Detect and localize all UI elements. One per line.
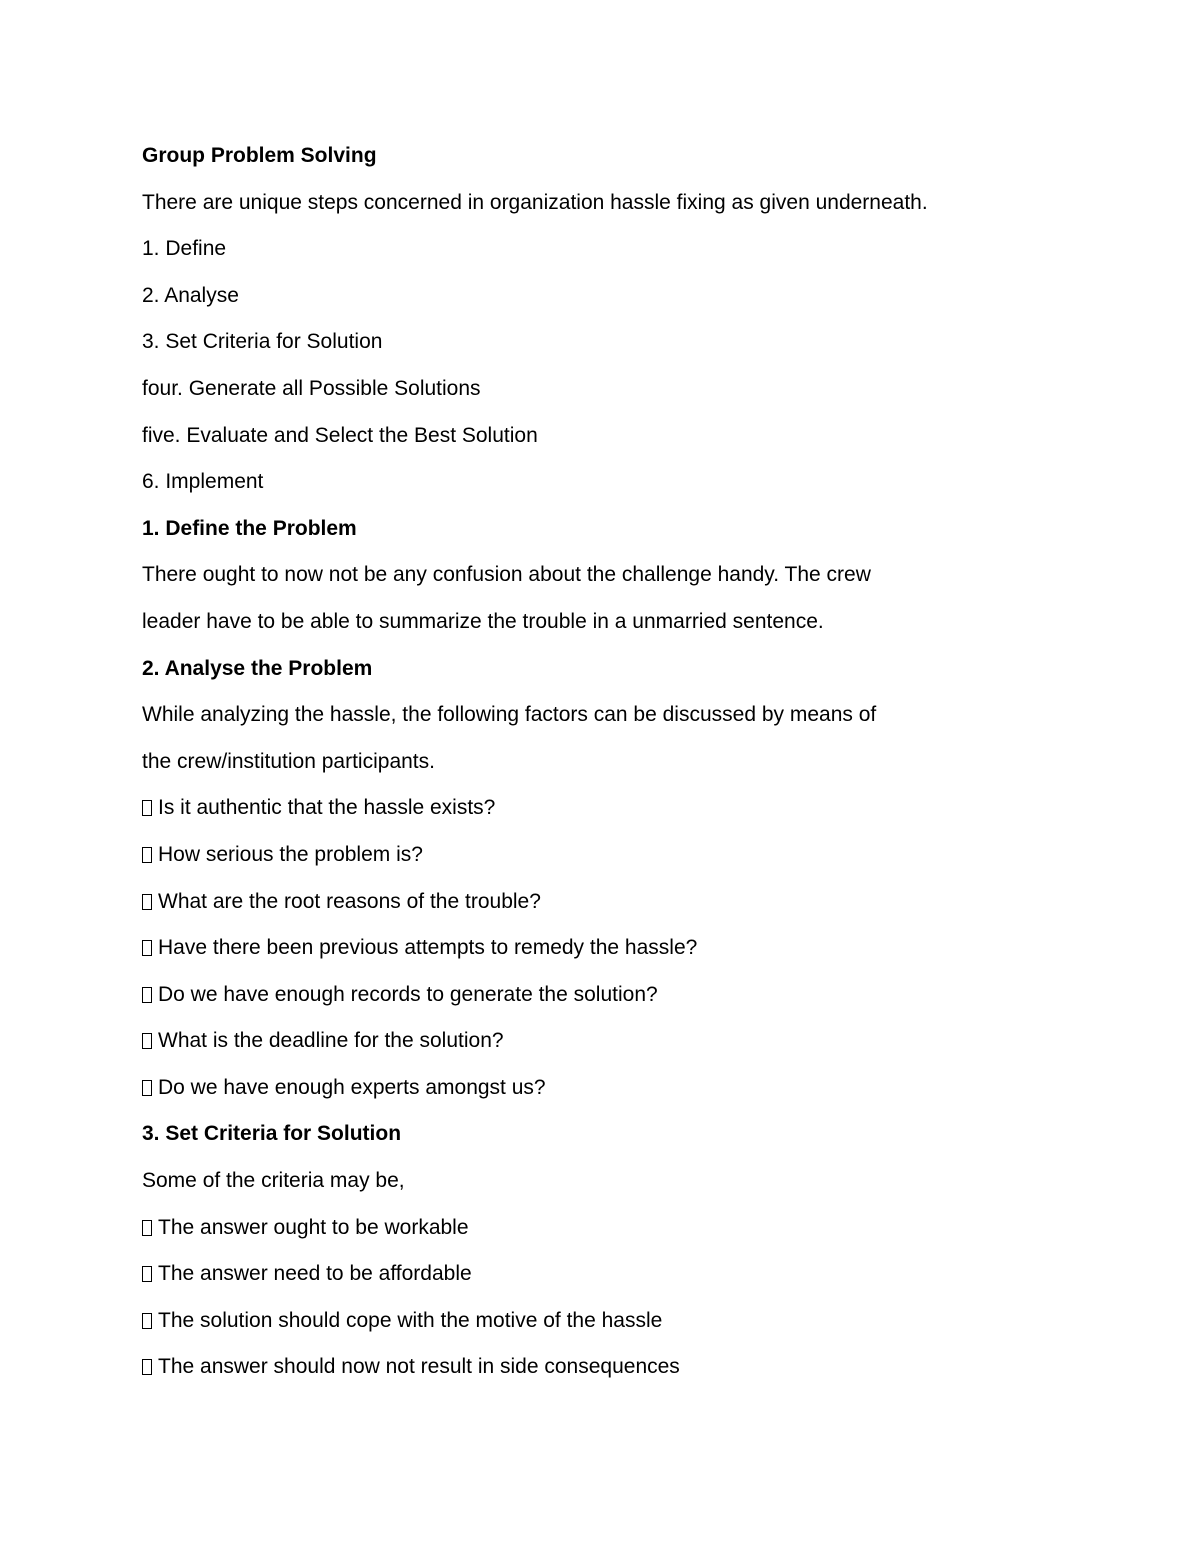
step-item: five. Evaluate and Select the Best Solution (142, 423, 538, 447)
bullet-item (142, 979, 1102, 1026)
missing-glyph-icon (142, 1080, 152, 1096)
paragraph-line: Some of the criteria may be, (142, 1169, 405, 1193)
step-item: 1. Define (142, 237, 227, 261)
bullet-item (142, 932, 1102, 979)
bullet-item (142, 792, 1102, 839)
missing-glyph-icon (142, 1266, 152, 1282)
bullet-item (142, 886, 1102, 933)
missing-glyph-icon (142, 940, 152, 956)
bullet-item (142, 839, 1102, 886)
bullet-item (142, 1305, 1102, 1352)
bullet-text: The answer ought to be workable (158, 1215, 469, 1239)
section-heading: 1. Define the Problem (142, 516, 357, 540)
step-item: 6. Implement (142, 470, 264, 494)
bullet-item (142, 1258, 1102, 1305)
missing-glyph-icon (142, 1220, 152, 1236)
bullet-text: Have there been previous attempts to remedy the hassle? (158, 936, 698, 960)
section-heading: 2. Analyse the Problem (142, 656, 373, 680)
bullet-text: Do we have enough records to generate the solution? (158, 982, 658, 1006)
intro-paragraph: There are unique steps concerned in organization hassle fixing as given underneath. (142, 190, 928, 214)
bullet-item (142, 1212, 1102, 1259)
bullet-text: Do we have enough experts amongst us? (158, 1075, 546, 1099)
step-item: four. Generate all Possible Solutions (142, 376, 481, 400)
step-item: 2. Analyse (142, 283, 239, 307)
bullet-text: How serious the problem is? (158, 842, 423, 866)
document-body (142, 140, 1102, 1398)
missing-glyph-icon (142, 894, 152, 910)
missing-glyph-icon (142, 1033, 152, 1049)
document-title: Group Problem Solving (142, 144, 377, 167)
missing-glyph-icon (142, 800, 152, 816)
bullet-text: What are the root reasons of the trouble? (158, 889, 541, 913)
bullet-item (142, 1351, 1102, 1398)
missing-glyph-icon (142, 987, 152, 1003)
bullet-text: The solution should cope with the motive of the hassle (158, 1308, 663, 1332)
paragraph-line: leader have to be able to summarize the trouble in a unmarried sentence. (142, 609, 824, 633)
bullet-item (142, 1072, 1102, 1119)
paragraph-line: There ought to now not be any confusion about the challenge handy. The crew (142, 563, 871, 587)
bullet-text: The answer should now not result in side consequences (158, 1355, 680, 1379)
bullet-text: Is it authentic that the hassle exists? (158, 796, 496, 820)
missing-glyph-icon (142, 1359, 152, 1375)
bullet-item (142, 1025, 1102, 1072)
step-item: 3. Set Criteria for Solution (142, 330, 383, 354)
bullet-text: What is the deadline for the solution? (158, 1029, 504, 1053)
missing-glyph-icon (142, 847, 152, 863)
bullet-text: The answer need to be affordable (158, 1262, 472, 1286)
paragraph-line: the crew/institution participants. (142, 749, 435, 773)
paragraph-line: While analyzing the hassle, the following factors can be discussed by means of (142, 703, 877, 727)
missing-glyph-icon (142, 1313, 152, 1329)
section-heading: 3. Set Criteria for Solution (142, 1122, 402, 1146)
